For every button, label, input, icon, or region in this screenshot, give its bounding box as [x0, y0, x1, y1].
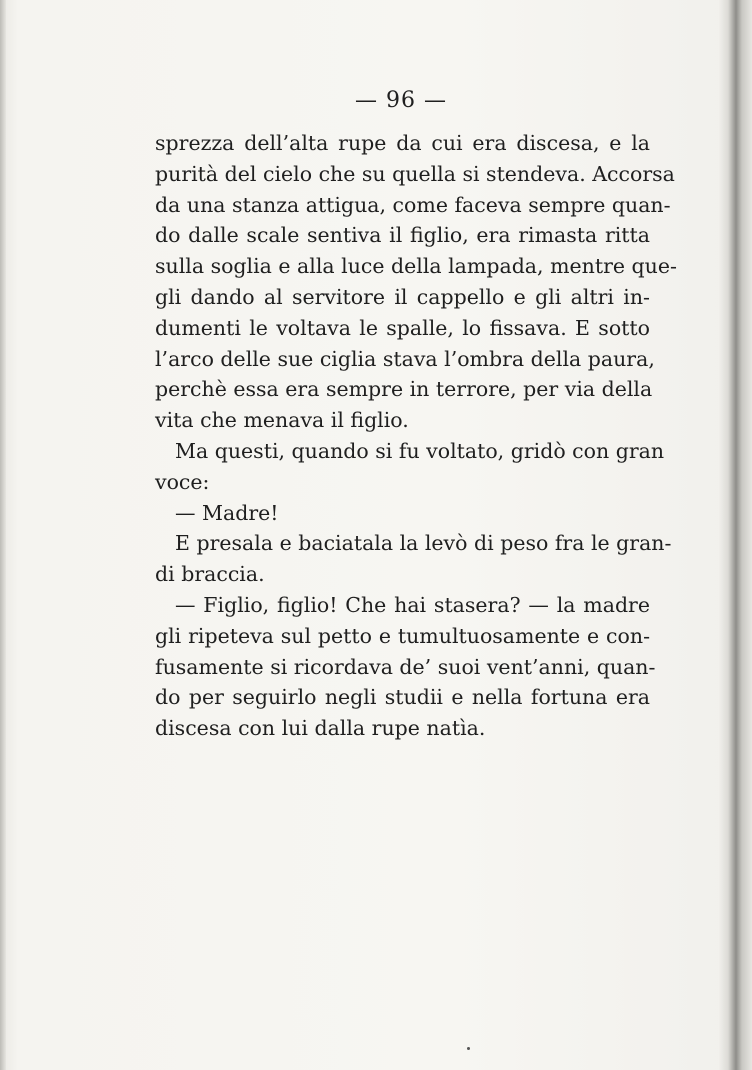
text-line: vita che menava il figlio. [155, 408, 409, 433]
text-line: purità del cielo che su quella si stendeva. Accorsa [155, 161, 675, 186]
page-number: — 96 — [355, 88, 447, 113]
text-line: dumenti le voltava le spalle, lo fissava. E sotto [155, 315, 650, 340]
text-line: l’arco delle sue ciglia stava l’ombra della paura, [155, 346, 655, 371]
text-line: do dalle scale sentiva il figlio, era rimasta ritta [155, 223, 650, 248]
text-line: di braccia. [155, 562, 265, 587]
text-line: Ma questi, quando si fu voltato, gridò con gran [175, 438, 665, 463]
text-line: voce: [155, 469, 210, 494]
text-line: da una stanza attigua, come faceva sempre quan- [155, 192, 671, 217]
text-line: sprezza dell’alta rupe da cui era discesa, e la [155, 131, 650, 155]
text-line: E presala e baciatala la levò di peso fra le gran- [175, 531, 672, 556]
text-line: gli dando al servitore il cappello e gli altri in- [155, 284, 650, 309]
ink-speck [467, 1047, 470, 1050]
page-binding-edge [718, 0, 752, 1070]
text-line: discesa con lui dalla rupe natìa. [155, 716, 486, 741]
text-line: gli ripeteva sul petto e tumultuosamente e con- [155, 623, 650, 648]
text-line: — Madre! [175, 500, 279, 525]
text-line: fusamente si ricordava de’ suoi vent’anni, quan- [155, 654, 656, 679]
page-left-edge [0, 0, 6, 1070]
body-text [155, 128, 677, 744]
text-line: perchè essa era sempre in terrore, per via della [155, 377, 653, 402]
text-line: — Figlio, figlio! Che hai stasera? — la madre [175, 592, 650, 617]
text-line: do per seguirlo negli studii e nella fortuna era [155, 685, 650, 710]
text-line: sulla soglia e alla luce della lampada, mentre que- [155, 254, 677, 279]
